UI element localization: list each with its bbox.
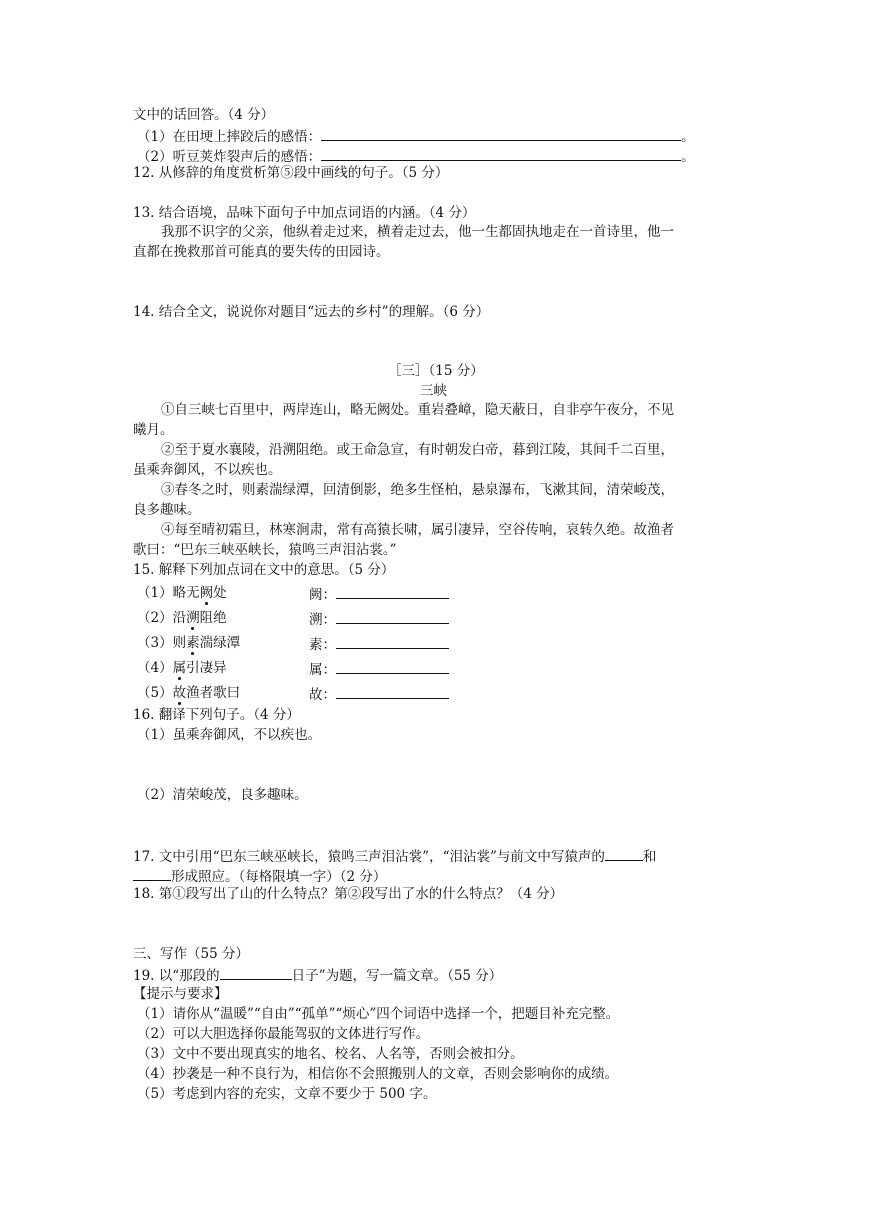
q19-text-a: 19. 以“那段的 [133, 968, 220, 984]
q15-item-2 [137, 609, 227, 627]
q13-quote-line1: 我那不识字的父亲，他纵着走过来，横着走过去，他一生都固执地走在一首诗里，他一 [161, 224, 674, 240]
q15-answer-3 [309, 634, 449, 654]
q15-answer-line[interactable] [336, 659, 449, 674]
q15-answer-word: 素： [309, 637, 336, 653]
q17-text-c: 形成照应。（每格限填一字）（2 分） [171, 869, 387, 885]
q15-answer-word: 故： [309, 687, 336, 703]
q15-answer-line[interactable] [336, 609, 449, 624]
passage-p4-line1: ④每至晴初霜旦，林寒涧肃，常有高猿长啸，属引凄异，空谷传响，哀转久绝。故渔者 [161, 522, 674, 538]
q11-sub1-label: （1）在田埂上摔跤后的感悟： [137, 129, 322, 145]
q19-text-b: 日子”为题，写一篇文章。（55 分） [291, 968, 503, 984]
q15-item-dotted-word: 属 [172, 660, 187, 676]
q14-question: 14. 结合全文，说说你对题目“远去的乡村”的理解。（6 分） [133, 304, 490, 320]
passage-p4-line2: 歌曰：“巴东三峡巫峡长，猿鸣三声泪沾裳。” [133, 542, 397, 558]
q15-item-pre: 则 [172, 635, 187, 651]
q15-item-num: （5） [137, 685, 173, 701]
q15-item-dotted-word: 溯 [186, 610, 200, 626]
q11-sub2-label: （2）听豆荚炸裂声后的感悟： [137, 149, 322, 165]
q15-item-post: 处 [213, 585, 227, 601]
tip-1: （1）请你从“温暖”“自由”“孤单”“烦心”四个词语中选择一个，把题目补充完整。 [137, 1006, 620, 1022]
q15-item-post: 湍绿潭 [199, 635, 241, 651]
q15-item-num: （3） [137, 635, 173, 651]
q11-tail: 文中的话回答。（4 分） [133, 107, 275, 123]
tip-3: （3）文中不要出现真实的地名、校名、人名等，否则会被扣分。 [137, 1046, 524, 1062]
q15-item-post: 引凄异 [186, 660, 227, 676]
q15-item-num: （4） [137, 660, 173, 676]
q16-question: 16. 翻译下列句子。（4 分） [133, 707, 300, 723]
q11-sub2-answer-line[interactable] [321, 146, 681, 161]
q15-item-5 [137, 684, 240, 702]
q15-answer-line[interactable] [336, 634, 449, 649]
q15-question: 15. 解释下列加点词在文中的意思。（5 分） [133, 562, 395, 578]
passage-p1-line2: 曦月。 [133, 422, 174, 438]
q11-sub1-answer-line[interactable] [321, 126, 681, 141]
tip-2: （2）可以大胆选择你最能驾驭的文体进行写作。 [137, 1026, 430, 1042]
passage-p2-line1: ②至于夏水襄陵，沿溯阻绝。或王命急宣，有时朝发白帝，暮到江陵，其间千二百里， [161, 442, 674, 458]
q15-item-dotted-word: 故 [172, 685, 187, 701]
q15-item-dotted-word: 素 [186, 635, 200, 651]
q16-sentence-2: （2）清荣峻茂，良多趣味。 [137, 787, 308, 803]
q13-question: 13. 结合语境，品味下面句子中加点词语的内涵。（4 分） [133, 205, 476, 221]
passage-p2-line2: 虽乘奔御风，不以疾也。 [133, 462, 282, 478]
q11-sub1 [137, 126, 695, 146]
section3-header: ［三］（15 分） [388, 363, 484, 379]
tips-title: 【提示与要求】 [133, 986, 228, 1002]
q11-sub2-end: 。 [681, 149, 695, 165]
q15-item-num: （2） [137, 610, 173, 626]
q15-answer-4 [309, 659, 449, 679]
q15-answer-5 [309, 684, 449, 704]
q15-item-3 [137, 634, 240, 652]
q17-line1 [133, 846, 656, 866]
q15-item-dotted-word: 阙 [199, 585, 214, 601]
q17-line2 [133, 866, 386, 886]
q15-item-post: 渔者歌曰 [186, 685, 241, 701]
q15-answer-1 [309, 584, 449, 604]
passage-p3-line1: ③春冬之时，则素湍绿潭，回清倒影，绝多生怪柏，悬泉瀑布，飞漱其间，清荣峻茂， [161, 482, 674, 498]
passage-p1-line1: ①自三峡七百里中，两岸连山，略无阙处。重岩叠嶂，隐天蔽日，自非亭午夜分，不见 [161, 402, 674, 418]
q13-quote-line2: 直都在挽救那首可能真的要失传的田园诗。 [133, 244, 390, 260]
q15-item-1 [137, 584, 227, 602]
passage-title: 三峡 [420, 383, 447, 399]
q15-answer-word: 属： [309, 662, 336, 678]
q15-answer-word: 溯： [309, 612, 336, 628]
passage-p3-line2: 良多趣味。 [133, 502, 201, 518]
q19-title-blank[interactable] [220, 965, 292, 980]
q15-answer-line[interactable] [336, 684, 449, 699]
tip-4: （4）抄袭是一种不良行为，相信你不会照搬别人的文章，否则会影响你的成绩。 [137, 1066, 619, 1082]
q15-item-num: （1） [137, 585, 173, 601]
q11-sub2 [137, 146, 695, 166]
q15-item-pre: 略无 [172, 585, 200, 601]
writing-section-header: 三、写作（55 分） [133, 946, 249, 962]
q15-answer-word: 阙： [309, 587, 336, 603]
q17-blank-1[interactable] [605, 846, 643, 861]
q19-question [133, 965, 502, 985]
q17-text-b: 和 [642, 849, 657, 865]
q12-question: 12. 从修辞的角度赏析第⑤段中画线的句子。（5 分） [133, 165, 449, 181]
q16-sentence-1: （1）虽乘奔御风，不以疾也。 [137, 727, 322, 743]
q11-sub1-end: 。 [681, 129, 695, 145]
q17-text-a: 17. 文中引用“巴东三峡巫峡长，猿鸣三声泪沾裳”，“泪沾裳”与前文中写猿声的 [133, 849, 605, 865]
q15-item-post: 阻绝 [199, 610, 227, 626]
q15-answer-2 [309, 609, 449, 629]
q15-item-4 [137, 659, 227, 677]
tip-5: （5）考虑到内容的充实，文章不要少于 500 字。 [137, 1086, 437, 1102]
q18-question: 18. 第①段写出了山的什么特点？第②段写出了水的什么特点？（4 分） [133, 886, 564, 902]
q15-answer-line[interactable] [336, 584, 449, 599]
q15-item-pre: 沿 [172, 610, 187, 626]
q17-blank-2[interactable] [133, 866, 171, 881]
